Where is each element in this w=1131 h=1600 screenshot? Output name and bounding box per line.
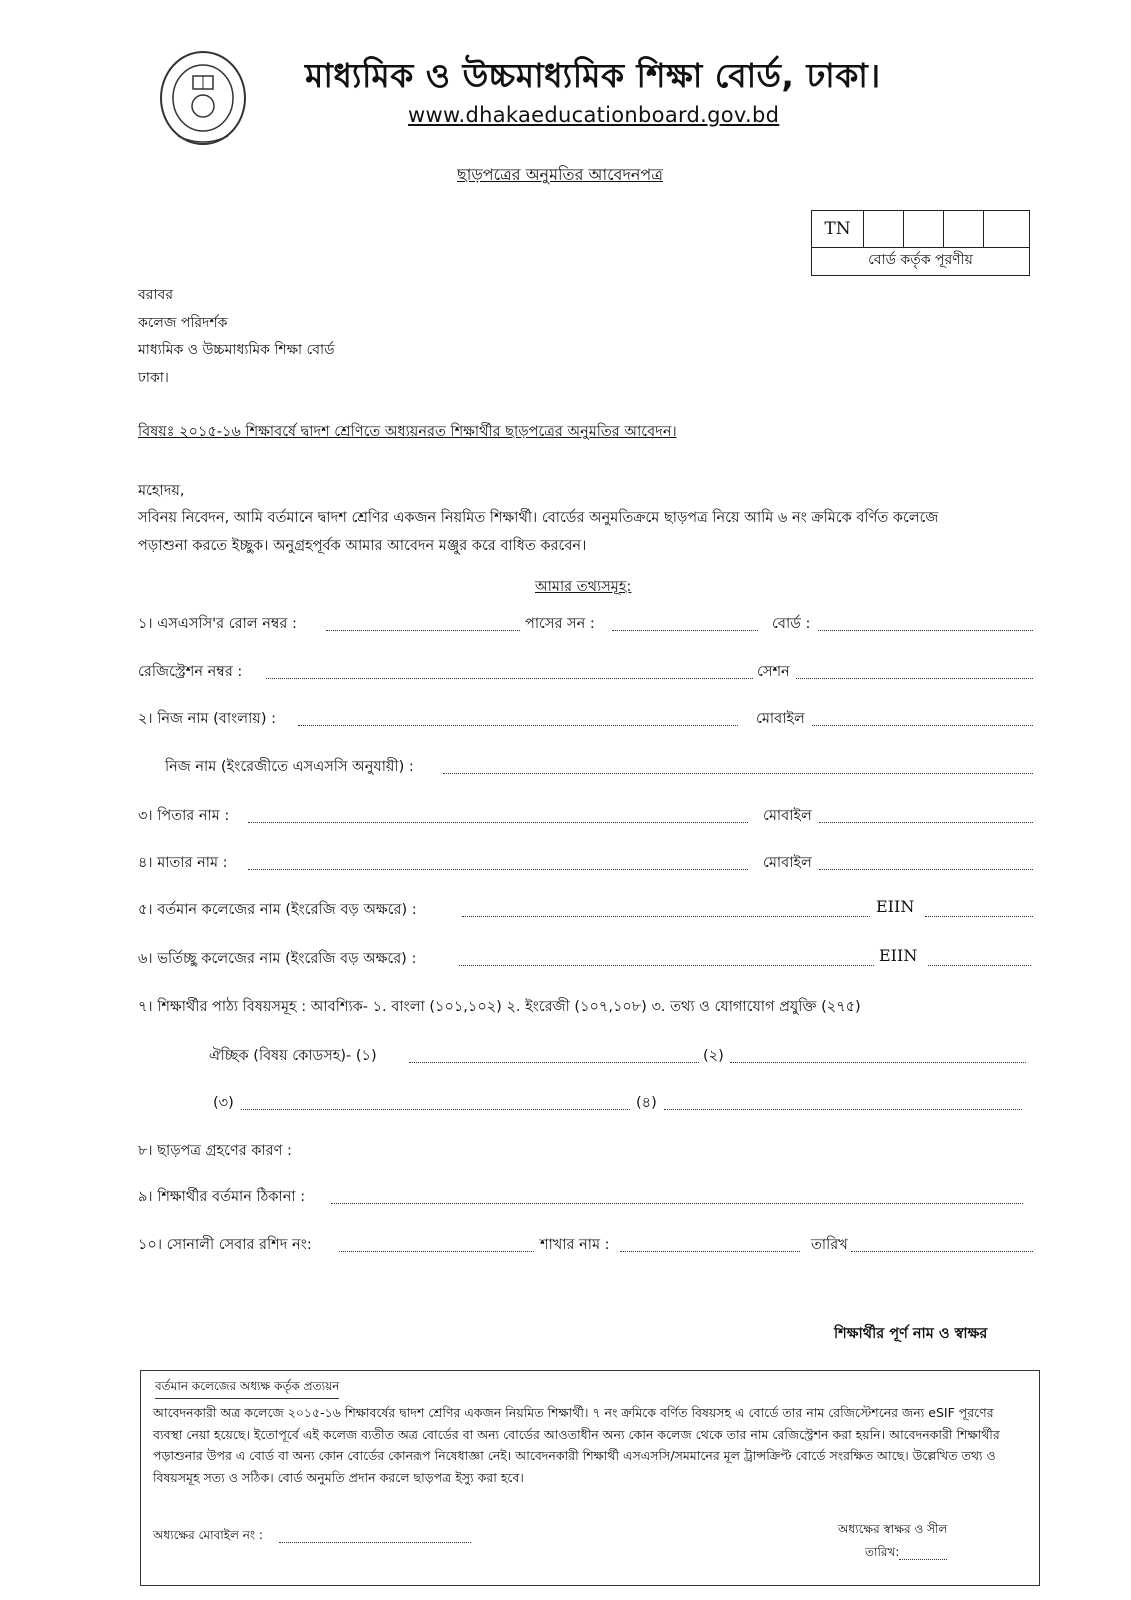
tn-digit-cell[interactable]	[944, 211, 984, 247]
certification-date-field[interactable]	[899, 1559, 947, 1560]
mother-mobile-label: মোবাইল	[763, 855, 812, 871]
father-mobile-field[interactable]	[819, 822, 1033, 823]
tn-note: বোর্ড কর্তৃক পূরণীয়	[868, 252, 973, 268]
present-address-field[interactable]	[331, 1203, 1023, 1204]
mother-name-label: ৪। মাতার নাম :	[138, 855, 228, 871]
pass-year-label: পাসের সন :	[525, 616, 595, 632]
principal-sign-label: অধ্যক্ষের স্বাক্ষর ও সীল	[838, 1522, 948, 1536]
subject-line: বিষয়ঃ ২০১৫-১৬ শিক্ষাবর্ষে দ্বাদশ শ্রেণিতে অধ্যয়নরত শিক্ষার্থীর ছাড়পত্রের অনুমতির আবেদন।	[138, 424, 677, 440]
letter-body-line: পড়াশুনা করতে ইচ্ছুক। অনুগ্রহপূর্বক আমার আবেদন মঞ্জুর করে বাধিত করবেন।	[138, 538, 587, 554]
principal-certification-box	[140, 1370, 1040, 1586]
info-heading: আমার তথ্যসমূহ:	[535, 579, 632, 595]
tn-digit-cell[interactable]	[984, 211, 1028, 247]
session-field[interactable]	[796, 678, 1033, 679]
father-name-field[interactable]	[248, 822, 748, 823]
optional-subject-4-label: (৪)	[636, 1095, 657, 1111]
tn-digit-cell[interactable]	[904, 211, 944, 247]
certification-title: বর্তমান কলেজের অধ্যক্ষ কর্তৃক প্রত্যয়ন	[155, 1378, 339, 1399]
optional-subject-3-field[interactable]	[241, 1109, 630, 1110]
father-mobile-label: মোবাইল	[763, 808, 812, 824]
mobile-label: মোবাইল	[756, 711, 805, 727]
session-label: সেশন	[757, 664, 790, 680]
current-college-field[interactable]	[462, 916, 870, 917]
address-line: বরাবর	[138, 287, 174, 303]
optional-subject-2-field[interactable]	[730, 1062, 1026, 1063]
reason-label: ৮। ছাড়পত্র গ্রহণের কারণ :	[138, 1143, 292, 1159]
mobile-field[interactable]	[812, 725, 1033, 726]
principal-mobile-field[interactable]	[279, 1542, 471, 1543]
name-english-label: নিজ নাম (ইংরেজীতে এসএসসি অনুযায়ী) :	[165, 759, 414, 775]
certification-text: আবেদনকারী অত্র কলেজে ২০১৫-১৬ শিক্ষাবর্ষের দ্বাদশ শ্রেণির একজন নিয়মিত শিক্ষার্থী। ৭ নং ক্রমিকে বর্ণিত বিষয়সহ এ বোর্ডে তার নাম রেজিস্টেশনের জন্য eSIF পূরণের ব্যবস্থা নেয়া হয়েছে। ইতোপূর্বে এই কলেজ ব্যতীত অত্র বোর্ডের বা অন্য বোর্ডের আওতাধীন অন্য কোন কলেজ থেকে তার নাম রেজিস্ট্রেশন করা হয়নি। আবেদনকারী শিক্ষার্থীর পড়াশুনার উপর এ বোর্ড বা অন্য কোন বোর্ডের কোনরূপ নিষেধাজ্ঞা নেই। আবেদনকারী শিক্ষার্থী এসএসসি/সমমানের মূল ট্রান্সক্রিপ্ট বোর্ডে সংরক্ষিত আছে। উল্লেখিত তথ্য ও বিষয়সমূহ সত্য ও সঠিক। বোর্ড অনুমতি প্রদান করলে ছাড়পত্র ইস্যু করা হবে।	[153, 1405, 1000, 1485]
student-signature-label: শিক্ষার্থীর পূর্ণ নাম ও স্বাক্ষর	[834, 1326, 988, 1342]
address-line: ঢাকা।	[138, 370, 169, 386]
board-label: বোর্ড :	[772, 616, 811, 632]
optional-subject-1-field[interactable]	[409, 1062, 699, 1063]
current-eiin-label: EIIN	[876, 897, 915, 916]
ssc-roll-field[interactable]	[326, 630, 520, 631]
pass-year-field[interactable]	[612, 630, 758, 631]
certification-date-label: তারিখ:	[865, 1545, 900, 1559]
address-line: মাধ্যমিক ও উচ্চমাধ্যমিক শিক্ষা বোর্ড	[138, 342, 335, 358]
name-bangla-field[interactable]	[298, 725, 738, 726]
board-field[interactable]	[818, 630, 1033, 631]
receipt-field[interactable]	[339, 1251, 534, 1252]
current-college-label: ৫। বর্তমান কলেজের নাম (ইংরেজি বড় অক্ষরে) :	[138, 902, 417, 918]
date-label: তারিখ	[811, 1237, 848, 1253]
board-title: মাধ্যমিক ও উচ্চমাধ্যমিক শিক্ষা বোর্ড, ঢাকা।	[305, 56, 881, 95]
current-eiin-field[interactable]	[925, 916, 1033, 917]
optional-subject-label: ঐচ্ছিক (বিষয় কোডসহ)- (১)	[209, 1048, 377, 1064]
mother-name-field[interactable]	[248, 869, 748, 870]
registration-field[interactable]	[266, 678, 753, 679]
date-field[interactable]	[851, 1251, 1033, 1252]
father-name-label: ৩। পিতার নাম :	[138, 808, 230, 824]
name-bangla-label: ২। নিজ নাম (বাংলায়) :	[138, 711, 277, 727]
board-seal-icon	[158, 48, 248, 150]
letter-body-line: সবিনয় নিবেদন, আমি বর্তমানে দ্বাদশ শ্রেণির একজন নিয়মিত শিক্ষার্থী। বোর্ডের অনুমতিক্রমে ছাড়পত্র নিয়ে আমি ৬ নং ক্রমিকে বর্ণিত কলেজে	[138, 510, 939, 526]
board-website-link[interactable]: www.dhakaeducationboard.gov.bd	[408, 103, 780, 127]
target-college-field[interactable]	[459, 965, 874, 966]
subjects-label: ৭। শিক্ষার্থীর পাঠ্য বিষয়সমূহ : আবশ্যিক- ১. বাংলা (১০১,১০২) ২. ইংরেজী (১০৭,১০৮) ৩. তথ্য ও যোগাযোগ প্রযুক্তি (২৭৫)	[138, 999, 861, 1015]
optional-subject-4-field[interactable]	[664, 1109, 1022, 1110]
name-english-field[interactable]	[443, 773, 1033, 774]
tn-label: TN	[812, 211, 864, 247]
present-address-label: ৯। শিক্ষার্থীর বর্তমান ঠিকানা :	[138, 1189, 306, 1205]
tn-box	[811, 210, 1030, 276]
form-title: ছাড়পত্রের অনুমতির আবেদনপত্র	[457, 165, 664, 184]
receipt-label: ১০। সোনালী সেবার রশিদ নং:	[138, 1237, 312, 1253]
branch-label: শাখার নাম :	[540, 1237, 610, 1253]
target-college-label: ৬। ভর্তিচ্ছু কলেজের নাম (ইংরেজি বড় অক্ষরে) :	[138, 951, 417, 967]
target-eiin-label: EIIN	[879, 946, 918, 965]
principal-mobile-label: অধ্যক্ষের মোবাইল নং :	[153, 1528, 263, 1542]
optional-subject-2-label: (২)	[703, 1048, 724, 1064]
ssc-roll-label: ১। এসএসসি'র রোল নম্বর :	[138, 616, 297, 632]
tn-digit-cell[interactable]	[864, 211, 904, 247]
address-line: কলেজ পরিদর্শক	[138, 315, 228, 331]
registration-label: রেজিস্ট্রেশন নম্বর :	[138, 664, 243, 680]
mother-mobile-field[interactable]	[819, 869, 1033, 870]
salutation: মহোদয়,	[138, 483, 185, 499]
optional-subject-3-label: (৩)	[213, 1095, 234, 1111]
target-eiin-field[interactable]	[928, 965, 1031, 966]
branch-field[interactable]	[620, 1251, 800, 1252]
